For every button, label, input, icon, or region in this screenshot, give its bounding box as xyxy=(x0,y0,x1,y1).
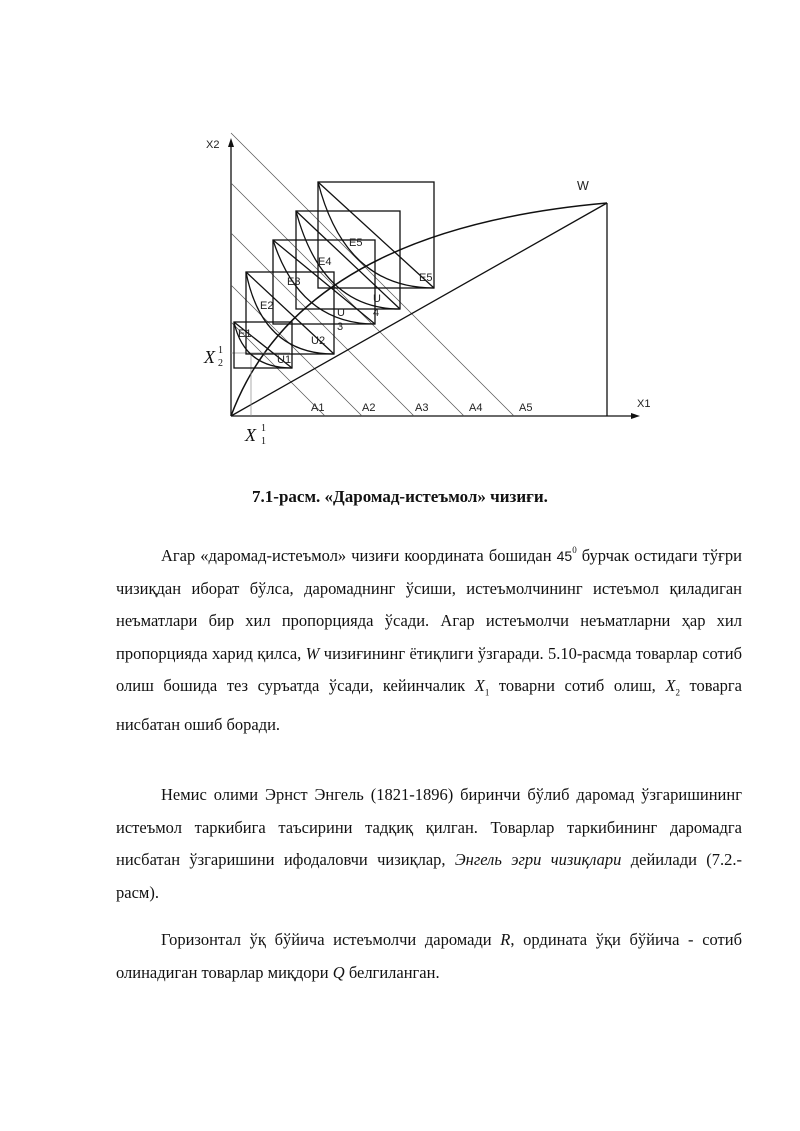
ray-45 xyxy=(231,203,607,416)
income-triangle xyxy=(231,203,607,416)
figure-caption: 7.1-расм. «Даромад-истеъмол» чизиғи. xyxy=(252,487,548,506)
paragraph-1 xyxy=(116,534,742,741)
x21-sup: 1 xyxy=(218,345,223,356)
paragraph-2 xyxy=(116,779,742,909)
p1-text-2: бурчак остидаги тўғри чизиқдан иборат бўлса, даромаднинг ўсиши, истеъмолчининг истеъмол қиладиган неъматлари бир хил пропорцияда ўсади. Агар истеъмолчи неъматларни ҳар хил пропорцияда харид қилса, xyxy=(116,546,742,663)
r-symbol: R xyxy=(500,930,511,949)
p1-text-1: Агар «даромад-истеъмол» чизиғи координата бошидан xyxy=(161,546,557,565)
x2-subscript: 2 xyxy=(675,687,680,698)
x11-symbol: X xyxy=(245,425,256,445)
p2-text-1: Немис олими Эрнст Энгель (1821-1896) биринчи бўлиб даромад ўзгаришининг истеъмол таркибига таъсирини тадқиқ қилган. Товарлар таркибининг даромадга нисбатан ўзгаришини ифодаловчи чизиқлар, xyxy=(116,785,742,869)
budget-label-a5: A5 xyxy=(519,402,533,414)
utility-label-u4-letter: U xyxy=(373,293,381,305)
curve-w-label: W xyxy=(577,179,589,193)
x21-marker xyxy=(203,345,223,369)
indifference-blocks xyxy=(234,182,434,368)
x21-symbol: X xyxy=(204,347,215,367)
x11-marker xyxy=(244,423,266,447)
p1-text-4: товарни сотиб олиш, xyxy=(489,676,666,695)
utility-label-u1: U1 xyxy=(277,354,292,366)
x21-sub: 2 xyxy=(218,358,223,369)
axis-y-label: X2 xyxy=(206,139,220,151)
budget-label-a4: A4 xyxy=(469,402,483,414)
p3-text-1: Горизонтал ўқ бўйича истеъмолчи даромади xyxy=(161,930,501,949)
eq-label-e2: E2 xyxy=(260,300,274,312)
x1-symbol: X xyxy=(474,676,485,695)
eq-label-e4: E4 xyxy=(318,256,332,268)
p1-text-5: товарга нисбатан ошиб боради. xyxy=(116,676,742,734)
w-symbol: W xyxy=(305,643,320,663)
axis-x-label: X1 xyxy=(637,398,651,410)
block-4 xyxy=(296,211,400,309)
block-5 xyxy=(318,182,434,288)
eq-label-e5: E5 xyxy=(349,237,363,249)
utility-label-u4-number: 4 xyxy=(373,307,380,319)
p2-text-2: дейилади (7.2.-расм). xyxy=(116,850,742,902)
utility-label-u2: U2 xyxy=(311,335,326,347)
y-axis-arrow xyxy=(228,138,234,147)
angle-45: 45 xyxy=(556,548,573,564)
p3-text-3: белгиланган. xyxy=(344,962,440,982)
utility-label-u3-number: 3 xyxy=(337,321,344,333)
budget-label-a3: A3 xyxy=(415,402,429,414)
p1-text-3: чизиғининг ётиқлиги ўзгаради. 5.10-расмда товарлар сотиб олиш бошида тез суръатда ўсади, кейинчалик xyxy=(116,643,742,695)
utility-label-u3-letter: U xyxy=(337,307,345,319)
eq-label-e5-right: E5 xyxy=(419,272,433,284)
paragraph-3 xyxy=(116,924,742,989)
eq-label-e1: E1 xyxy=(238,328,252,340)
x1-subscript: 1 xyxy=(484,687,490,698)
x2-symbol: X xyxy=(665,676,676,695)
eq-label-e3: E3 xyxy=(287,276,301,288)
income-consumption-figure xyxy=(0,0,800,470)
p3-text-2: , ордината ўқи бўйича - сотиб олинадиган товарлар миқдори xyxy=(116,930,742,982)
engel-curves-term: Энгель эгри чизиқлари xyxy=(454,850,622,869)
x11-sup: 1 xyxy=(261,423,266,434)
budget-label-a2: A2 xyxy=(362,402,376,414)
budget-label-a1: A1 xyxy=(311,402,325,414)
q-symbol: Q xyxy=(332,962,345,982)
x-axis-arrow xyxy=(631,413,640,419)
angle-degree: 0 xyxy=(572,545,577,555)
x11-sub: 1 xyxy=(261,436,266,447)
